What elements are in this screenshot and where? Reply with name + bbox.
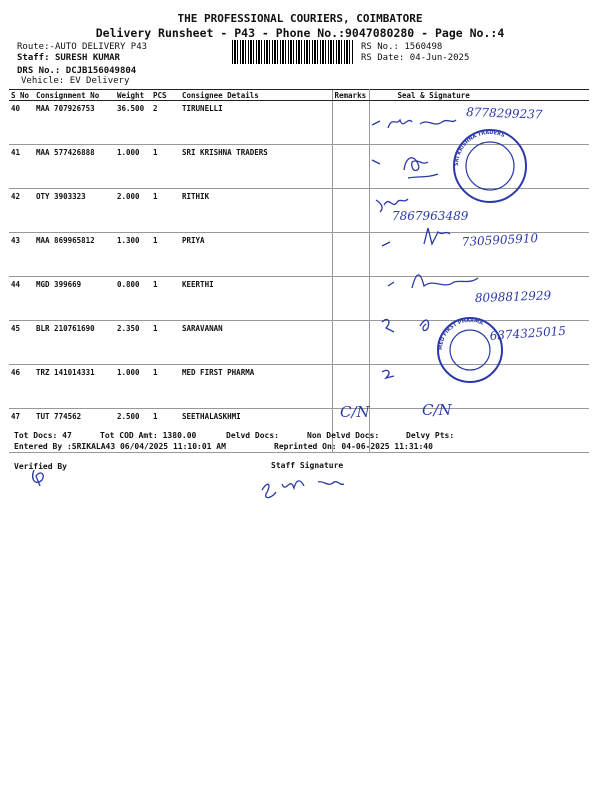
cell-consignee: PRIYA xyxy=(180,233,332,277)
cell-consignment: MAA 577426888 xyxy=(34,145,115,189)
col-consignment: Consignment No xyxy=(34,90,115,101)
cell-sno: 47 xyxy=(9,409,34,453)
cell-pcs: 1 xyxy=(151,233,180,277)
cell-weight: 2.350 xyxy=(115,321,151,365)
handwritten-phone: 7867963489 xyxy=(392,209,469,223)
cell-sno: 43 xyxy=(9,233,34,277)
cell-sno: 46 xyxy=(9,365,34,409)
signature-scribble xyxy=(382,370,394,378)
verified-by: Verified By xyxy=(14,462,67,471)
staff-signature-scribble xyxy=(262,481,344,498)
round-stamp xyxy=(454,130,526,202)
reprinted-on: Reprinted On: 04-06-2025 11:31:40 xyxy=(274,442,433,451)
cell-consignment: OTY 3903323 xyxy=(34,189,115,233)
cell-sno: 40 xyxy=(9,101,34,145)
cell-pcs: 1 xyxy=(151,409,180,453)
entered-by: Entered By :SRIKALA43 06/04/2025 11:10:01 AM xyxy=(14,442,226,451)
staff-label: Staff: xyxy=(17,53,50,63)
col-consignee: Consignee Details xyxy=(180,90,332,101)
delvd-docs: Delvd Docs: xyxy=(226,431,279,440)
rs-date-label: RS Date: xyxy=(361,53,405,63)
runsheet-title: Delivery Runsheet - P43 - Phone No.:9047080280 - Page No.:4 xyxy=(95,26,505,40)
col-pcs: PCS xyxy=(151,90,180,101)
handwritten-cn-seal: C/N xyxy=(422,401,452,419)
tot-cod-amt: Tot COD Amt: 1380.00 xyxy=(100,431,197,440)
cell-weight: 1.000 xyxy=(115,365,151,409)
signature-scribble xyxy=(372,158,438,178)
round-stamp xyxy=(438,318,502,382)
rs-no-value: 1560498 xyxy=(404,42,443,52)
handwritten-phone: 8778299237 xyxy=(465,105,543,122)
cell-weight: 36.500 xyxy=(115,101,151,145)
handwritten-phone: 8098812929 xyxy=(474,288,552,305)
cell-pcs: 1 xyxy=(151,277,180,321)
cell-consignment: MGD 399669 xyxy=(34,277,115,321)
handwritten-cn-remark: C/N xyxy=(340,403,370,421)
drs-label: DRS No.: xyxy=(17,66,61,76)
staff-signature-label: Staff Signature xyxy=(271,461,344,470)
staff-value: SURESH KUMAR xyxy=(54,53,120,63)
verified-signature xyxy=(33,470,44,486)
cell-consignee: SEETHALASKHMI xyxy=(180,409,332,453)
signature-scribble xyxy=(372,120,456,128)
cell-consignment: TRZ 141014331 xyxy=(34,365,115,409)
col-weight: Weight xyxy=(115,90,151,101)
cell-sno: 41 xyxy=(9,145,34,189)
rs-no-label: RS No.: xyxy=(361,42,399,52)
non-delvd-docs: Non Delvd Docs: xyxy=(307,431,380,440)
vehicle-label: Vehicle: xyxy=(21,76,65,86)
route-label: Route:- xyxy=(17,42,55,52)
cell-consignment: TUT 774562 xyxy=(34,409,115,453)
stamp-text: SRI KRISHNA TRADERS xyxy=(453,129,506,167)
cell-consignment: BLR 210761690 xyxy=(34,321,115,365)
cell-consignee: SRI KRISHNA TRADERS xyxy=(180,145,332,189)
vehicle-value: EV Delivery xyxy=(69,76,130,86)
col-remarks: Remarks xyxy=(332,90,369,101)
drs-value: DCJB156049804 xyxy=(65,66,137,76)
cell-sno: 44 xyxy=(9,277,34,321)
cell-sno: 42 xyxy=(9,189,34,233)
handwritten-phone: 7305905910 xyxy=(461,231,539,249)
cell-pcs: 1 xyxy=(151,145,180,189)
cell-pcs: 2 xyxy=(151,101,180,145)
company-title: THE PROFESSIONAL COURIERS, COIMBATORE xyxy=(177,12,423,25)
cell-weight: 2.000 xyxy=(115,189,151,233)
cell-consignee: RITHIK xyxy=(180,189,332,233)
cell-consignee: MED FIRST PHARMA xyxy=(180,365,332,409)
cell-weight: 1.000 xyxy=(115,145,151,189)
cell-weight: 1.300 xyxy=(115,233,151,277)
col-sno: S No xyxy=(9,90,34,101)
cell-weight: 0.800 xyxy=(115,277,151,321)
signature-scribble xyxy=(388,275,478,288)
delvy-pts: Delvy Pts: xyxy=(406,431,455,440)
cell-pcs: 1 xyxy=(151,321,180,365)
signature-scribble xyxy=(382,228,450,246)
cell-consignee: KEERTHI xyxy=(180,277,332,321)
cell-pcs: 1 xyxy=(151,189,180,233)
signature-scribble xyxy=(382,320,429,332)
stamp-text: MED FIRST PHARMA xyxy=(437,317,484,351)
rs-date-value: 04-Jun-2025 xyxy=(409,53,470,63)
route-value: AUTO DELIVERY P43 xyxy=(54,42,148,52)
cell-sno: 45 xyxy=(9,321,34,365)
cell-consignment: MAA 707926753 xyxy=(34,101,115,145)
cell-consignment: MAA 869965812 xyxy=(34,233,115,277)
cell-weight: 2.500 xyxy=(115,409,151,453)
cell-pcs: 1 xyxy=(151,365,180,409)
col-seal-signature: Seal & Signature xyxy=(369,90,589,101)
tot-docs: Tot Docs: 47 xyxy=(14,431,72,440)
cell-consignee: SARAVANAN xyxy=(180,321,332,365)
handwritten-phone: 6374325015 xyxy=(489,323,567,343)
cell-consignee: TIRUNELLI xyxy=(180,101,332,145)
